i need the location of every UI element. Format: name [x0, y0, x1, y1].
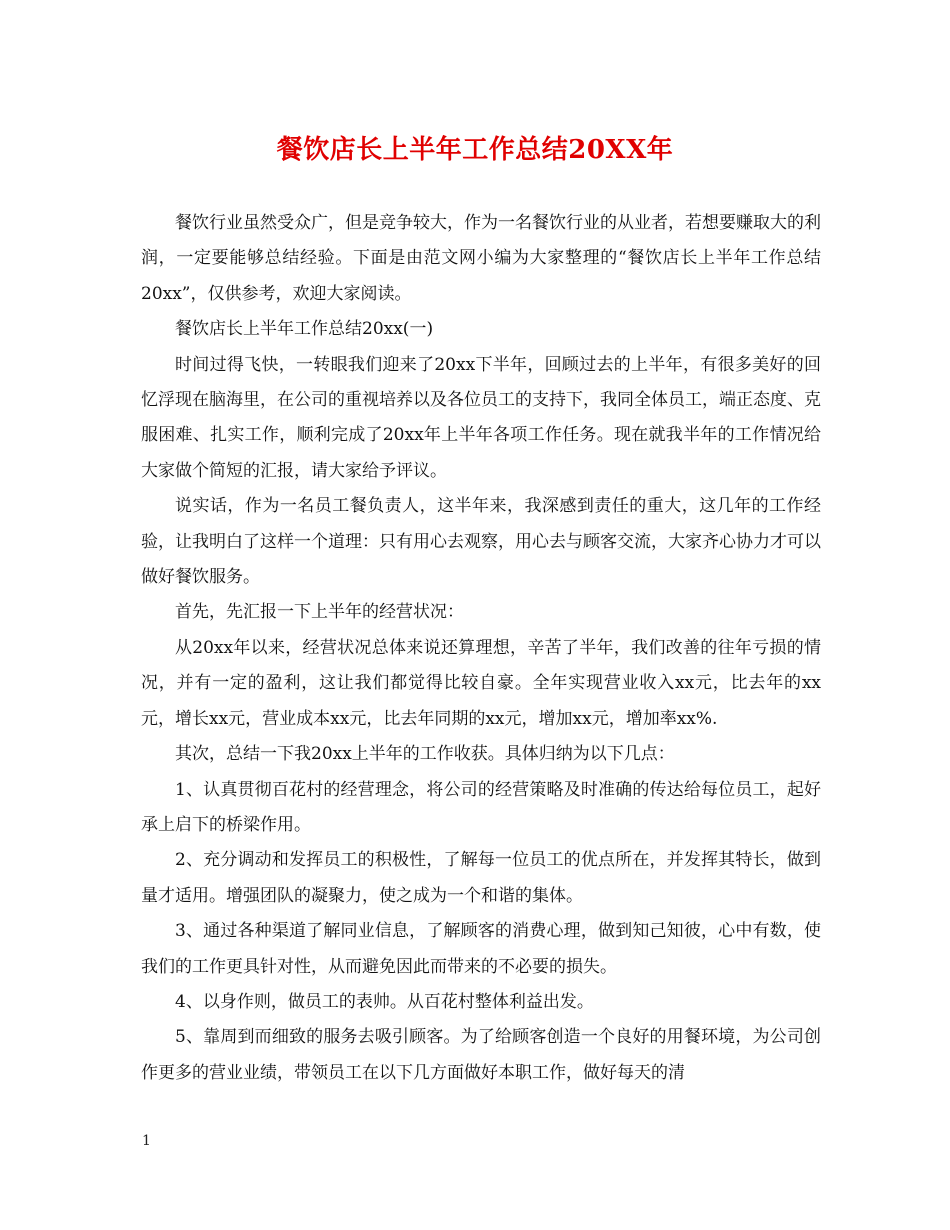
document-title: 餐饮店长上半年工作总结20XX年 [276, 135, 674, 165]
page-number: 1 [142, 1133, 151, 1149]
paragraph-intro: 餐饮行业虽然受众广，但是竞争较大，作为一名餐饮行业的从业者，若想要赚取大的利润，一定要能够总结经验。下面是由范文网小编为大家整理的“餐饮店长上半年工作总结20xx”，仅供参考，欢迎大家阅读。 [141, 213, 821, 304]
paragraph: 时间过得飞快，一转眼我们迎来了20xx下半年，回顾过去的上半年，有很多美好的回忆浮现在脑海里，在公司的重视培养以及各位员工的支持下，我同全体员工，端正态度、克服困难、扎实工作，顺利完成了20xx年上半年各项工作任务。现在就我半年的工作情况给大家做个简短的汇报，请大家给予评议。 [141, 354, 821, 481]
document-body [141, 206, 821, 1091]
list-item: 5、靠周到而细致的服务去吸引顾客。为了给顾客创造一个良好的用餐环境，为公司创作更多的营业业绩，带领员工在以下几方面做好本职工作，做好每天的清 [141, 1027, 821, 1083]
list-item: 1、认真贯彻百花村的经营理念，将公司的经营策略及时准确的传达给每位员工，起好承上启下的桥梁作用。 [141, 779, 821, 835]
list-item: 4、以身作则，做员工的表帅。从百花村整体利益出发。 [175, 991, 594, 1012]
paragraph-subtitle: 餐饮店长上半年工作总结20xx(一) [175, 319, 434, 340]
paragraph: 说实话，作为一名员工餐负责人，这半年来，我深感到责任的重大，这几年的工作经验，让我明白了这样一个道理：只有用心去观察，用心去与顾客交流，大家齐心协力才可以做好餐饮服务。 [141, 496, 821, 588]
paragraph: 其次，总结一下我20xx上半年的工作收获。具体归纳为以下几点： [175, 744, 675, 765]
paragraph: 首先，先汇报一下上半年的经营状况： [175, 602, 464, 623]
paragraph: 从20xx年以来，经营状况总体来说还算理想，辛苦了半年，我们改善的往年亏损的情况，并有一定的盈利，这让我们都觉得比较自豪。全年实现营业收入xx元，比去年的xx元，增长xx元，营业成本xx元，比去年同期的xx元，增加xx元，增加率xx%. [141, 637, 821, 729]
list-item: 3、通过各种渠道了解同业信息，了解顾客的消费心理，做到知己知彼，心中有数，使我们的工作更具针对性，从而避免因此而带来的不必要的损失。 [141, 921, 821, 977]
list-item: 2、充分调动和发挥员工的积极性，了解每一位员工的优点所在，并发挥其特长，做到量才适用。增强团队的凝聚力，使之成为一个和谐的集体。 [141, 850, 821, 906]
